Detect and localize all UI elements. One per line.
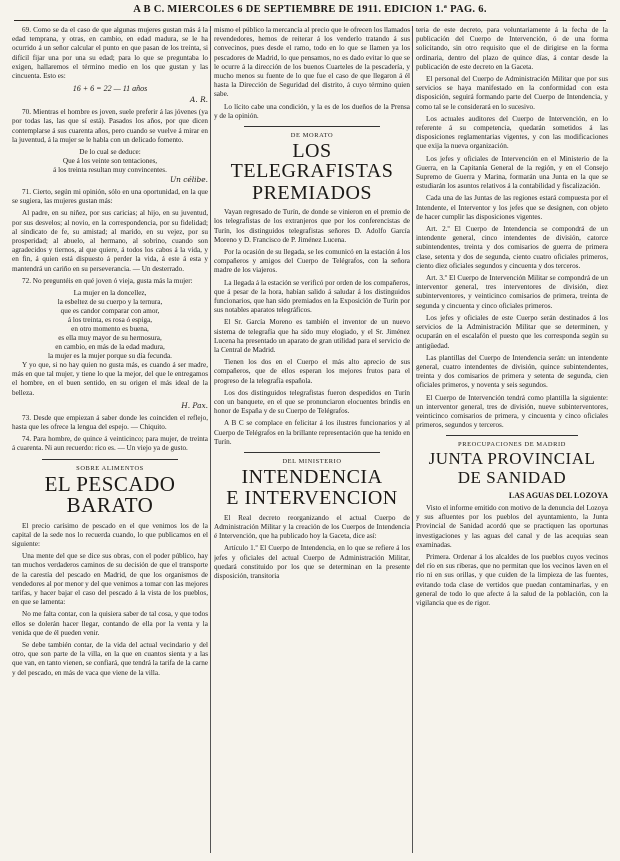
signature: A. R. [190,95,208,105]
formula: 16 + 6 = 22 — 11 años [72,84,148,94]
paragraph: Primera. Ordenar á los alcaldes de los pueblos cuyos vecinos del río en sus riberas, que no permitan que los vecinos laven en el río ni en sus orillas, y que cuiden de la limpieza de las fuentes, evitando toda clase de vertidos que puedan contaminarlas, y en general de todo lo que afecte á la salud de la población, con la vigilancia que es de rigor. [416,553,608,608]
subheadline: LAS AGUAS DEL LOZOYA [508,490,608,500]
paragraph: Tienen los dos en el Cuerpo el más alto aprecio de sus compañeros, que de ellos esperan los mejores frutos para el progreso de la telegrafía española. [214,358,410,385]
paragraph: A B C se complace en felicitar á los ilustres funcionarios y al Cuerpo de Telégrafos en la brillante representación que ha tenido en Turín. [214,419,410,446]
section-label: SOBRE ALIMENTOS [76,464,144,472]
verse-line: Que á los veinte son tentaciones, [62,157,158,166]
divider-rule [244,126,380,127]
paragraph: Los dos distinguidos telegrafistas fueron despedidos en Turín con un banquete, en el que se pronunciaron elocuentes brindis en honor de España y de su Cuerpo de Telégrafos. [214,388,410,416]
section-label: DEL MINISTERIO [282,458,342,466]
paragraph: Los jefes y oficiales de este Cuerpo serán destinados á los servicios de la Administración Militar que se determinen, y ocuparán en el escalafón el puesto que les corresponda según su antigüedad. [416,313,608,350]
column-3 [416,26,608,855]
paragraph: Al padre, en su niñez, por sus caricias; al hijo, en su juventud, por sus desvelos; al novio, en la correspondencia, por su fidelidad; al sindicato de fe, su amistad; al marido, en su vejez, por su prosperidad; al abuelo, al hermano, al sobrino, cuando son agradecidos y tiernos, al que quiere, á todos los cabos á la vida, y en fin, á quien está dispuesto á perder la vida, á este á esta y mantendrá un cariño en su perseverancia. — Un desterrado. [12,209,208,273]
paragraph: Y yo que, si no hay quien no gusta más, es cuando á ser madre, más en que tal mujer, y tiene lo que la mejor, del que le entregamos el hombre, en el buen sentido, en su origen el más ideal de la belleza. [12,361,208,397]
headline: INTENDENCIA [241,466,383,489]
column-2 [214,26,410,855]
headline-line-2: E INTERVENCION [226,487,398,510]
paragraph: El personal del Cuerpo de Administración Militar que por sus servicios se haya manifestado en la conformidad con esta disposición, seguirá formando parte del Cuerpo de Intendencia, y como tal se le considerará en lo sucesivo. [416,75,608,111]
verse-line: la mujer es la mujer porque su día fecunda. [48,352,172,361]
verse-line: en otro momento es buena, [71,325,149,334]
paragraph: Los jefes y oficiales de Intervención en el Ministerio de la Guerra, en la Capitanía General de la región, y en el Consejo Supremo de Guerra y Marina, formarán una Junta en la que se estudiarán los asuntos relativos á la contabilidad y fiscalización. [416,154,608,191]
paragraph: Se debe también contar, de la vida del actual vecindario y del otro, que son parte de la villa, en la que en cuantos sienta y a las que van, en tanto vienen, se confiará, que tendrá la tarifa de la carne y del pescado, en más de vaca que viene de la villa. [12,640,208,677]
headline: EL PESCADO BARATO [44,471,176,518]
column-divider [210,26,211,853]
verse-line: la esbeltez de su cuerpo y la ternura, [57,298,163,307]
paragraph: El Sr. García Moreno es también el inventor de un nuevo sistema de telegrafía que ha sido muy elogiado, y el Sr. Jiménez Lucena ha presentado un aparato de gran utilidad para el servicio de la Central de Madrid. [214,318,410,355]
paragraph: El Cuerpo de Intervención tendrá como plantilla la siguiente: un interventor general, tres de división, nueve subinterventores, veinticinco comisarios de primera, y cincuenta y cinco oficiales primeros, segundos y terceros. [416,393,608,430]
paragraph: La llegada á la estación se verificó por orden de los compañeros, que á pesar de la hora, habían salido á saludar á los distinguidos funcionarios, que han sido premiados en la Exposición de Turín por sus notables aparatos telegráficos. [214,278,410,315]
verse-line: La mujer en la doncellez, [73,289,147,298]
paragraph: 71. Cierto, según mi opinión, sólo en una oportunidad, en la que se sugiera, las mujeres gustan más: [12,188,208,206]
paragraph: 74. Para hombre, de quince á veinticinco; para mujer, de treinta á cuarenta. Ni aun recuerdo: rico es. — Un viejo ya de gusto. [12,435,208,453]
paragraph: Cada una de las Juntas de las regiones estará compuesta por el Intendente, el Interventor y los jefes que se designen, con objeto de hacer cumplir las disposiciones vigentes. [416,194,608,221]
headline: LOS TELEGRAFISTAS [230,140,394,183]
paragraph: Lo lícito cabe una condición, y la es de los dueños de la Prensa y de la opinión. [214,102,410,120]
signature: Un célibe. [169,175,208,185]
paragraph: Los actuales auditores del Cuerpo de Intervención, en lo referente á su competencia, quedarán sometidos á las disposiciones reglamentarias vigentes, y con las modificaciones que exija la nueva organización. [416,114,608,151]
divider-rule [42,459,178,460]
paragraph: Art. 3.º El Cuerpo de Intervención Militar se compondrá de un interventor general, tres interventores de división, diez subinterventores, y veinticinco comisarios de primera, treinta de segunda y cincuenta y cinco oficiales primeros. [416,274,608,310]
verse-line: es ella muy mayor de su hermosura, [58,334,162,343]
verse-line: á los treinta, es rosa ó espiga, [67,316,153,325]
signature: H. Pax. [181,400,208,410]
paragraph: Artículo 1.º El Cuerpo de Intendencia, en lo que se refiere á los jefes y oficiales del actual Cuerpo de Administración Militar, quedará constituido por los que se determinan en la presente disposición, transitoria [214,544,410,581]
paragraph: No me falta contar, con la quisiera saber de tal cosa, y que todos ellos se dolerán hacer llegar, contando de ella por la venta y la venida que de él pueden venir. [12,610,208,637]
column-1 [12,26,208,855]
paragraph: 70. Mientras el hombre es joven, suele preferir á las jóvenes (ya por todas las, las que sí está). Pasados los años, por que dicen contemplarse á sus cuarenta años, pero cuando se vuelve á mirar en la juventud, á la mujer se le habla con un delicado fomento. [12,108,208,144]
headline-line-2: PREMIADOS [251,181,373,204]
paragraph: Una mente del que se dice sus obras, con el poder público, hay tan muchos verdaderos caminos de su decisión de que el transporte de la carestía del pescado en Madrid, de que los organismos de vendedores al por menor y del que venimos a tomar con las mejores tarifas, y hacer bajar el caso del pescado á la vista de los pueblos, en que se lamenta: [12,552,208,607]
paragraph: 69. Como se da el caso de que algunas mujeres gustan más á la edad temprana, y otras, en cambio, en edad madura, se le ha ocurrido á un señor calcular el punto en que pasan de los treinta, si difícil fijar una por una su edad; para lo que se preguntaba lo exigen, hallaremos el término medio en los que gustan y las cincuenta. Esto es: [12,26,208,81]
divider-rule [244,452,380,453]
paragraph: 73. Desde que empiezan á saber donde les coinciden el reflejo, hasta que les ofrece la lengua del espejo. — Chiquito. [12,413,208,432]
headline-line-2: DE SANIDAD [457,467,567,487]
paragraph: 72. No preguntéis en qué joven ó vieja, gusta más la mujer: [22,276,193,285]
paragraph: Vayan regresado de Turín, de donde se vinieron en el premio de los telegrafistas de los extranjeros que por los conferencistas de Turín, los distinguidos telegrafistas señores D. Adolfo García Moreno y D. Francisco de P. Jiménez Lucena. [214,208,410,244]
paragraph: Por la ocasión de su llegada, se les comunicó en la estación á los compañeros y amigos del Cuerpo de Telégrafos, con la señora madre de los viajeros. [214,248,410,275]
paragraph: Art. 2.º El Cuerpo de Intendencia se compondrá de un intendente general, cinco intendentes de división, catorce subintendentes, treinta y dos comisarios de guerra de primera clase, setenta y dos de segunda, ciento cuatro oficiales primeros, ciento diez oficiales segundos y cincuenta y dos terceros. [416,225,608,270]
section-label: PREOCUPACIONES DE MADRID [458,441,566,449]
column-divider [412,26,413,853]
paragraph: El Real decreto reorganizando el actual Cuerpo de Administración Militar y la creación de los Cuerpos de Intendencia é Intervención, que ha publicado hoy la Gaceta, dice así: [214,513,410,541]
section-label: DE MORATO [290,132,334,140]
paragraph: Las plantillas del Cuerpo de Intendencia serán: un intendente general, cuatro intendentes de división, quince subintendentes, treinta y dos comisarios de primera y setenta de segunda, cien oficiales primeros, y noventa y seis segundos. [416,353,608,390]
paragraph: teria de este decreto, para voluntariamente á la fecha de la publicación del Cuerpo de Intervención, ó de una forma solicitando, sin otro requisito que el de dirigirse en la forma ordinaria, dentro del plazo de quince días, á contar desde la publicación de este decreto en la Gaceta. [416,26,608,71]
verse-line: De lo cual se deduce: [79,148,141,157]
headline: JUNTA PROVINCIAL [428,449,596,469]
paragraph: El precio carísimo de pescado en el que venimos los de la capital de la sede nos lo recuerda cuando, lo que publicamos en el siguiente: [12,521,208,548]
paragraph: Visto el informe emitido con motivo de la denuncia del Lozoya y sus afluentes por los pueblos del ayuntamiento, la Junta Provincial de Sanidad acordó que se practiquen las oportunas investigaciones y las aguas del canal y de las acequias sean examinadas. [416,503,608,549]
page-header: A B C. MIERCOLES 6 DE SEPTIEMBRE DE 1911. EDICION 1.ª PAG. 6. [14,4,606,21]
paragraph: mismo el público la mercancía al precio que le ofrecen los llamados revendedores, hemos de reiterar á los venderlo tratando á sus convecinos, pues desde el ramo, todo en lo que se llamen ya los pescadores de Madrid, lo que pensamos, no es dado evitar lo que se le ocurre á la dirección de los buenos Cuarteles de la pescadería, y mucho menos su fuente de lo que fue el caso de que llegaron á él hasta la Dirección de Seguridad del distrito, á cuyo término quien sabe. [214,26,410,99]
verse-line: en cambio, en más de la edad madura, [55,343,165,352]
divider-rule [446,435,578,436]
verse-line: que es candor comparar con amor, [60,307,160,316]
verse-line: á los treinta resultan muy convincentes. [53,166,167,175]
